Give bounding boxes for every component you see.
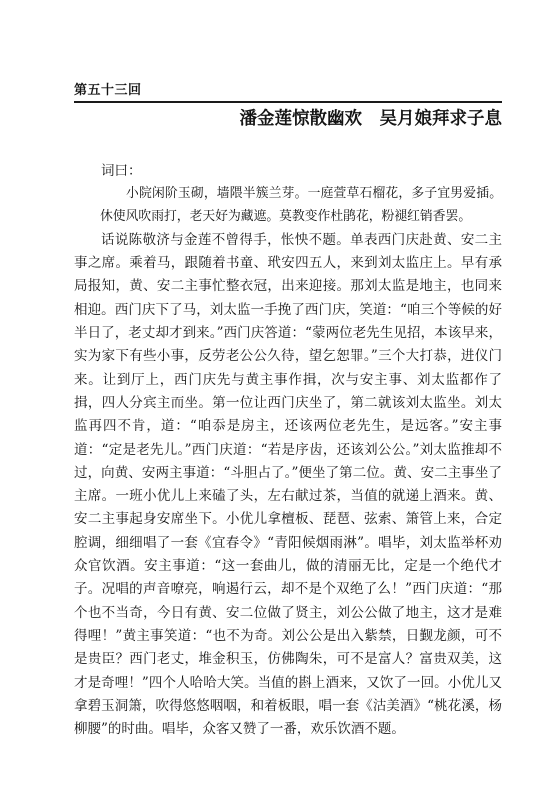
chapter-title: 潘金莲惊散幽欢 吴月娘拜求子息 xyxy=(239,109,502,129)
header-rule xyxy=(74,101,502,103)
ci-intro: 词曰： xyxy=(101,163,142,179)
body-paragraph: 话说陈敬济与金莲不曾得手，怅怏不题。单表西门庆赴黄、安二主事之席。乘着马，跟随着书童、玳安四五人，来到刘太监庄上。早有承局报知，黄、安二主事忙整衣冠，出来迎接。那刘太监是地主，也同来相迎。西门庆下了马，刘太监一手挽了西门庆，笑道：“咱三个等候的好半日了，老丈却才到来。”西门庆答道：“蒙两位老先生见招，本该早来，实为家下有些小事，反劳老公公久待，望乞恕罪。”三个大打恭，进仪门来。让到厅上，西门庆先与黄主事作揖，次与安主事、刘太监都作了揖，四人分宾主而坐。第一位让西门庆坐了，第二就该刘太监坐。刘太监再四不肯，道：“咱忝是房主，还该两位老先生，是远客。”安主事道：“定是老先儿。”西门庆道：“若是序齿，还该刘公公。”刘太监推却不过，向黄、安两主事道：“斗胆占了。”便坐了第二位。黄、安二主事坐了主席。一班小优儿上来磕了头，左右献过茶，当值的就递上酒来。黄、安二主事起身安席坐下。小优儿拿檀板、琵琶、弦索、箫管上来，合定腔调，细细唱了一套《宜春令》“青阳候烟雨淋”。唱毕，刘太监举杯劝众官饮酒。安主事道：“这一套曲儿，做的清丽无比，定是一个绝代才子。况唱的声音嘹亮，响遏行云，却不是个双绝了么！”西门庆道：“那个也不当奇，今日有黄、安二位做了贤主，刘公公做了地主，这才是难得哩！”黄主事笑道：“也不为奇。刘公公是出入紫禁，日觐龙颜，可不是贵臣？西门老丈，堆金积玉，仿佛陶朱，可不是富人？富贵双美，这才是奇哩！”四个人哈哈大笑。当值的斟上酒来，又饮了一回。小优儿又拿碧玉洞箫，吹得悠悠咽咽，和着板眼，唱一套《沽美酒》“桃花溪，杨柳腰”的时曲。唱毕，众客又赞了一番，欢乐饮酒不题。 xyxy=(74,231,502,738)
ci-poem: 小院闲阶玉砌，墙隈半簇兰芽。一庭萱草石榴花，多子宜男爱插。休使风吹雨打，老天好为藏遮。莫教变作杜鹃花，粉褪红销香罢。 xyxy=(100,186,502,225)
body-text xyxy=(74,160,502,741)
chapter-number: 第五十三回 xyxy=(74,83,142,98)
